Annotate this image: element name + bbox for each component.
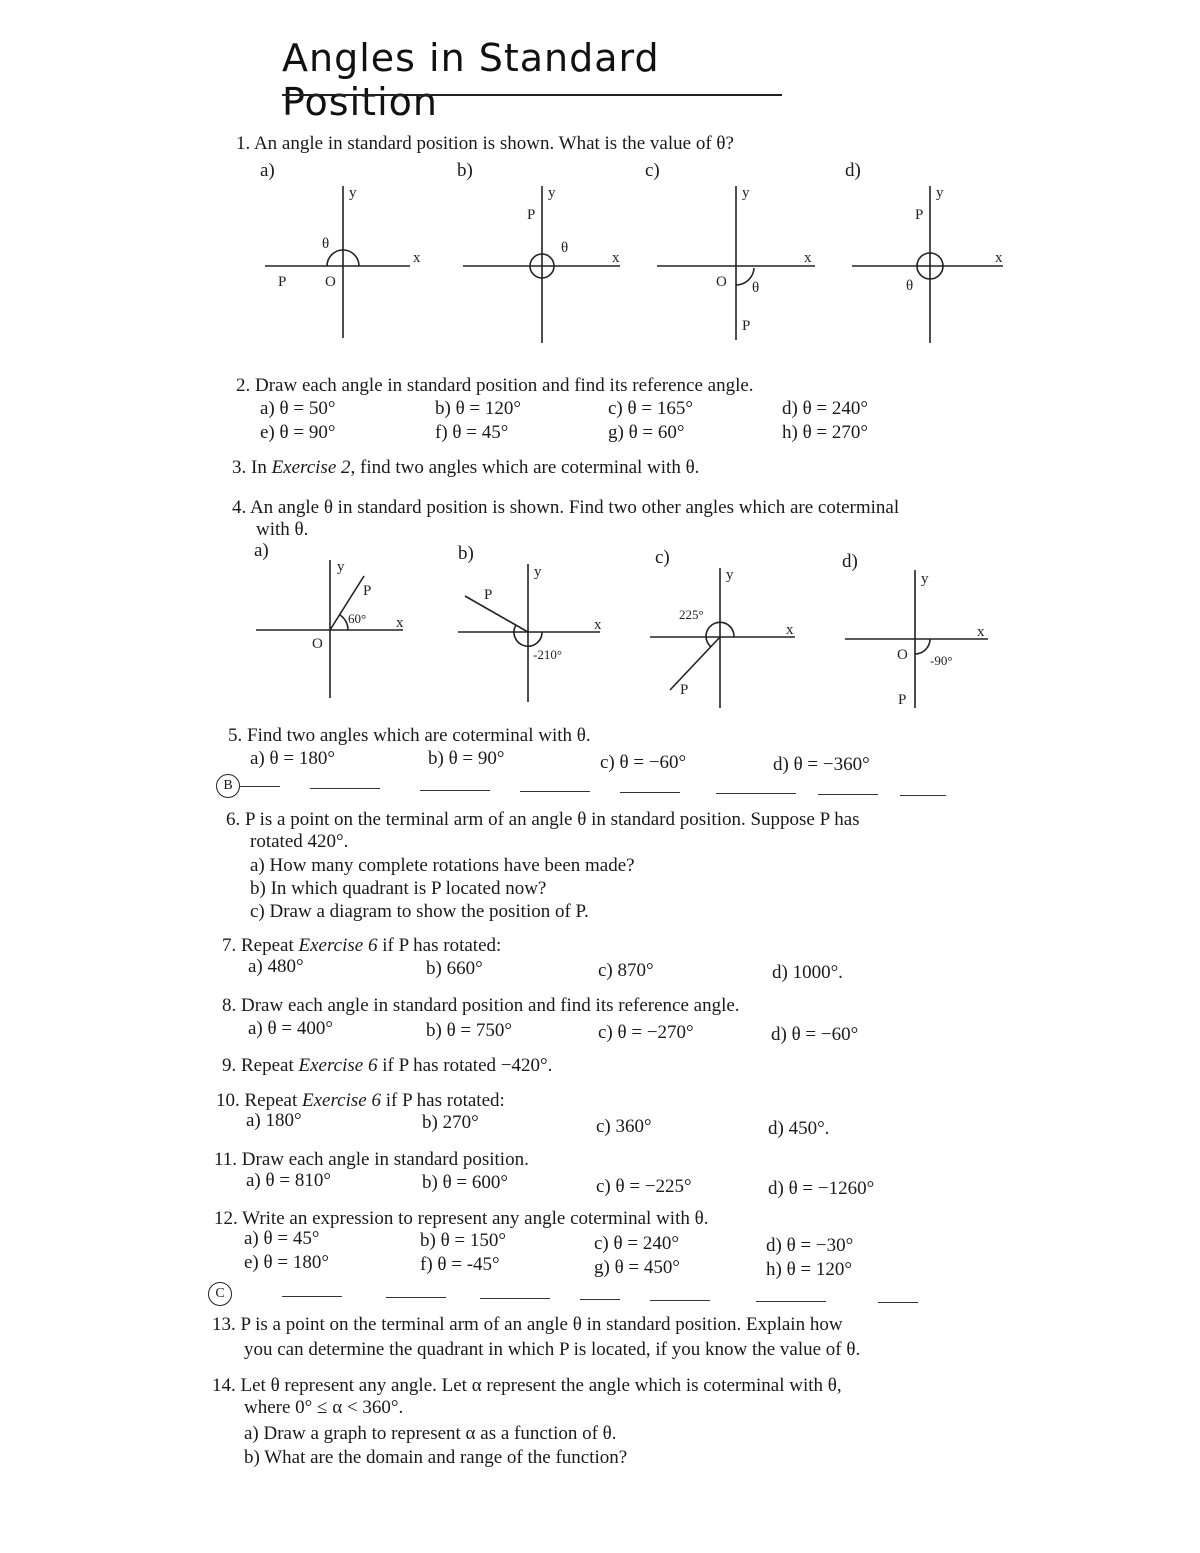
- ex1c-origin: O: [716, 274, 727, 290]
- section-c-marker: C: [208, 1282, 232, 1306]
- ex1a-origin: O: [325, 274, 336, 290]
- ex11-item-c: c) θ = −225°: [596, 1176, 692, 1197]
- ex5-item-a: a) θ = 180°: [250, 748, 335, 769]
- exercise-6-line1: 6. P is a point on the terminal arm of an angle θ in standard position. Suppose P has: [226, 809, 860, 830]
- ex1-label-b: b): [457, 160, 473, 181]
- ex2-item-g: g) θ = 60°: [608, 422, 685, 443]
- section-b-rule: [900, 795, 946, 796]
- ex10-item-b: b) 270°: [422, 1112, 479, 1133]
- ex4b-y-label: y: [534, 564, 542, 580]
- ex4d-y-label: y: [921, 571, 929, 587]
- section-b-rule: [310, 788, 380, 789]
- ex4b-point-p: P: [484, 587, 493, 603]
- ex4c-angle-value: 225°: [679, 607, 704, 622]
- ex1c-x-label: x: [804, 250, 812, 266]
- ex6-item-b: b) In which quadrant is P located now?: [250, 878, 547, 899]
- ex1d-theta: θ: [906, 278, 914, 294]
- section-b-rule: [420, 790, 490, 791]
- section-b-rule: [818, 794, 878, 795]
- ex12-item-f: f) θ = -45°: [420, 1254, 500, 1275]
- exercise-12-prompt: 12. Write an expression to represent any angle coterminal with θ.: [214, 1208, 709, 1229]
- ex1-label-a: a): [260, 160, 275, 181]
- ex2-item-f: f) θ = 45°: [435, 422, 509, 443]
- exercise-14-line2: where 0° ≤ α < 360°.: [244, 1397, 404, 1418]
- ex12-item-a: a) θ = 45°: [244, 1228, 320, 1249]
- ex1a-theta: θ: [322, 236, 330, 252]
- ex4-label-c: c): [655, 547, 670, 568]
- ex4d-angle-arc: [915, 639, 930, 654]
- section-c-rule: [282, 1296, 342, 1297]
- section-c-rule: [386, 1297, 446, 1298]
- ex2-item-b: b) θ = 120°: [435, 398, 521, 419]
- ex6-item-a: a) How many complete rotations have been made?: [250, 855, 635, 876]
- ex4d-x-label: x: [977, 624, 985, 640]
- ex8-item-c: c) θ = −270°: [598, 1022, 694, 1043]
- ex4a-origin: O: [312, 636, 323, 652]
- ex4c-y-label: y: [726, 567, 734, 583]
- ex2-item-a: a) θ = 50°: [260, 398, 336, 419]
- ex11-item-a: a) θ = 810°: [246, 1170, 331, 1191]
- section-b-marker: B: [216, 774, 240, 798]
- ex1d-y-label: y: [936, 185, 944, 201]
- ex1c-theta: θ: [752, 280, 760, 296]
- ex10-item-a: a) 180°: [246, 1110, 302, 1131]
- exercise-11-prompt: 11. Draw each angle in standard position.: [214, 1149, 529, 1170]
- ex12-item-b: b) θ = 150°: [420, 1230, 506, 1251]
- ex12-item-h: h) θ = 120°: [766, 1259, 852, 1280]
- ex1b-y-label: y: [548, 185, 556, 201]
- ex4d-origin: O: [897, 647, 908, 663]
- section-c-rule: [756, 1301, 826, 1302]
- ex4b-terminal-arm: [465, 596, 528, 632]
- ex1a-y-label: y: [349, 185, 357, 201]
- ex7-item-b: b) 660°: [426, 958, 483, 979]
- section-b-rule: [520, 791, 590, 792]
- ex12-item-c: c) θ = 240°: [594, 1233, 679, 1254]
- ex2-item-c: c) θ = 165°: [608, 398, 693, 419]
- exercise-8-prompt: 8. Draw each angle in standard position and find its reference angle.: [222, 995, 740, 1016]
- ex10-item-c: c) 360°: [596, 1116, 652, 1137]
- section-c-rule: [878, 1302, 918, 1303]
- ex5-item-b: b) θ = 90°: [428, 748, 505, 769]
- ex1b-theta: θ: [561, 240, 569, 256]
- exercise-3-prompt: 3. In Exercise 2, find two angles which are coterminal with θ.: [232, 457, 700, 478]
- exercise-13-line1: 13. P is a point on the terminal arm of an angle θ in standard position. Explain how: [212, 1314, 843, 1335]
- section-b-rule: [240, 786, 280, 787]
- section-c-rule: [480, 1298, 550, 1299]
- ex4b-x-label: x: [594, 617, 602, 633]
- ex11-item-d: d) θ = −1260°: [768, 1178, 875, 1199]
- ex1b-x-label: x: [612, 250, 620, 266]
- ex4a-y-label: y: [337, 559, 345, 575]
- ex4-label-d: d): [842, 551, 858, 572]
- ex1d-x-label: x: [995, 250, 1003, 266]
- exercise-13-line2: you can determine the quadrant in which P is located, if you know the value of θ.: [244, 1339, 861, 1360]
- ex4a-point-p: P: [363, 583, 372, 599]
- ex14-item-a: a) Draw a graph to represent α as a function of θ.: [244, 1423, 617, 1444]
- ex12-item-e: e) θ = 180°: [244, 1252, 329, 1273]
- ex1b-point-p: P: [527, 207, 536, 223]
- ex1c-point-p: P: [742, 318, 751, 334]
- ex7-item-a: a) 480°: [248, 956, 304, 977]
- ex11-item-b: b) θ = 600°: [422, 1172, 508, 1193]
- ex2-item-e: e) θ = 90°: [260, 422, 336, 443]
- ex8-item-b: b) θ = 750°: [426, 1020, 512, 1041]
- exercise-1-figures: [0, 0, 1200, 360]
- ex1c-y-label: y: [742, 185, 750, 201]
- exercise-10-prompt: 10. Repeat Exercise 6 if P has rotated:: [216, 1090, 505, 1111]
- exercise-14-line1: 14. Let θ represent any angle. Let α represent the angle which is coterminal with θ,: [212, 1375, 842, 1396]
- ex4-label-b: b): [458, 543, 474, 564]
- ex12-item-g: g) θ = 450°: [594, 1257, 680, 1278]
- exercise-1-prompt: 1. An angle in standard position is shown. What is the value of θ?: [236, 133, 734, 154]
- section-b-rule: [716, 793, 796, 794]
- exercise-4-prompt-line1: 4. An angle θ in standard position is shown. Find two other angles which are coterminal: [232, 497, 900, 518]
- ex4d-angle-value: -90°: [930, 653, 953, 668]
- ex2-item-d: d) θ = 240°: [782, 398, 868, 419]
- ex4b-angle-value: -210°: [533, 647, 563, 662]
- ex8-item-a: a) θ = 400°: [248, 1018, 333, 1039]
- exercise-5-prompt: 5. Find two angles which are coterminal with θ.: [228, 725, 591, 746]
- ex4c-x-label: x: [786, 622, 794, 638]
- ex1d-point-p: P: [915, 207, 924, 223]
- ex2-item-h: h) θ = 270°: [782, 422, 868, 443]
- ex14-item-b: b) What are the domain and range of the function?: [244, 1447, 628, 1468]
- section-c-rule: [580, 1299, 620, 1300]
- section-b-rule: [620, 792, 680, 793]
- exercise-6-line2: rotated 420°.: [250, 831, 349, 852]
- page-title: Angles in Standard Position: [282, 36, 660, 124]
- ex7-item-d: d) 1000°.: [772, 962, 843, 983]
- ex4d-point-p: P: [898, 692, 907, 708]
- ex4a-angle-value: 60°: [348, 611, 367, 626]
- ex12-item-d: d) θ = −30°: [766, 1235, 854, 1256]
- ex5-item-d: d) θ = −360°: [773, 754, 870, 775]
- ex1a-x-label: x: [413, 250, 421, 266]
- section-c-rule: [650, 1300, 710, 1301]
- exercise-4-prompt-line2: with θ.: [256, 519, 309, 540]
- exercise-4-figures: [0, 540, 1200, 720]
- ex1a-point-p: P: [278, 274, 287, 290]
- ex6-item-c: c) Draw a diagram to show the position of P.: [250, 901, 589, 922]
- ex4a-angle-arc: [340, 615, 348, 630]
- ex1-label-c: c): [645, 160, 660, 181]
- ex10-item-d: d) 450°.: [768, 1118, 830, 1139]
- exercise-2-prompt: 2. Draw each angle in standard position and find its reference angle.: [236, 375, 754, 396]
- ex8-item-d: d) θ = −60°: [771, 1024, 859, 1045]
- ex7-item-c: c) 870°: [598, 960, 654, 981]
- ex1-label-d: d): [845, 160, 861, 181]
- exercise-9-prompt: 9. Repeat Exercise 6 if P has rotated −420°.: [222, 1055, 553, 1076]
- ex4c-point-p: P: [680, 682, 689, 698]
- ex4a-x-label: x: [396, 615, 404, 631]
- exercise-7-prompt: 7. Repeat Exercise 6 if P has rotated:: [222, 935, 502, 956]
- ex4-label-a: a): [254, 540, 269, 561]
- ex5-item-c: c) θ = −60°: [600, 752, 687, 773]
- ex4c-terminal-arm: [670, 637, 720, 690]
